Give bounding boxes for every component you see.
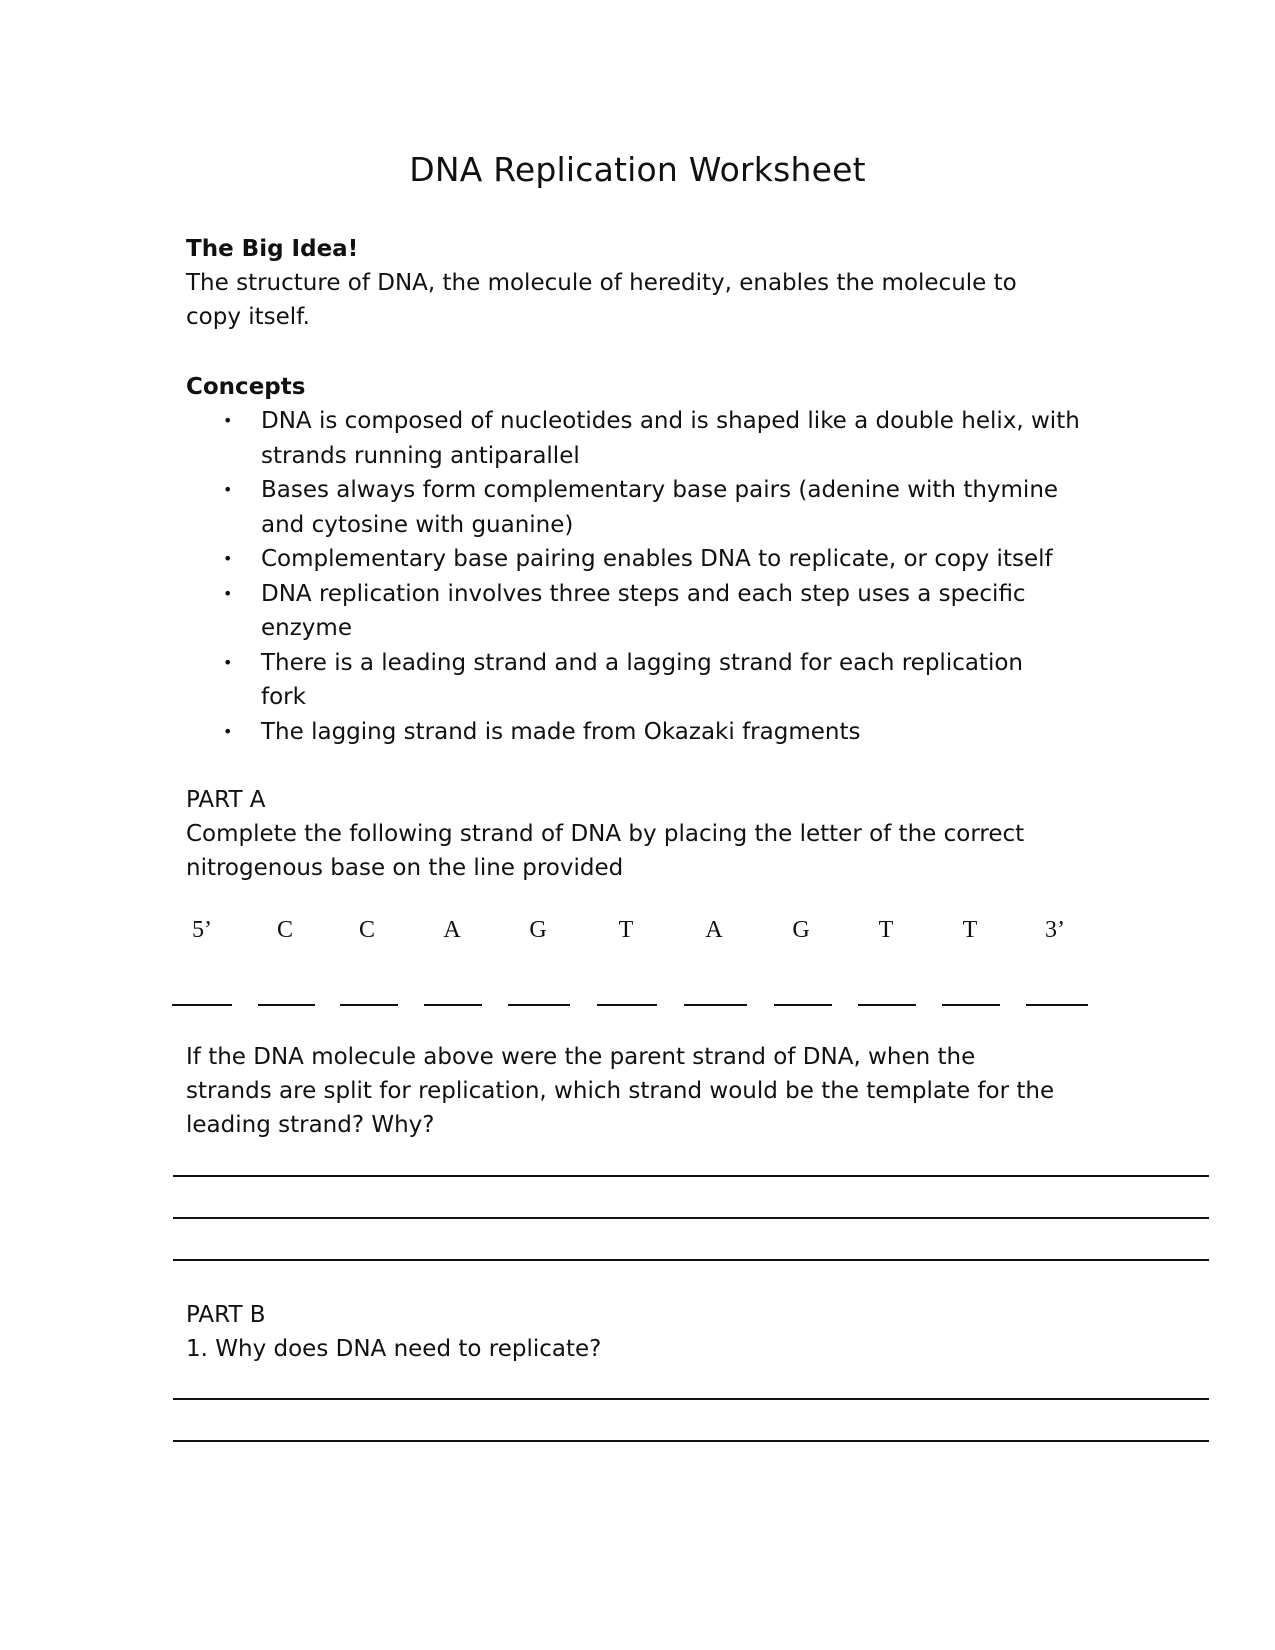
- strand-base: A: [705, 917, 723, 943]
- answer-line[interactable]: [173, 1259, 1209, 1261]
- big-idea-heading: The Big Idea!: [186, 236, 359, 262]
- base-answer-blank[interactable]: [172, 1004, 232, 1006]
- concept-text-line-1: Complementary base pairing enables DNA to replicate, or copy itself: [261, 546, 1053, 572]
- strand-base: G: [792, 917, 810, 943]
- strand-base: G: [529, 917, 547, 943]
- concept-item: [186, 715, 1086, 750]
- base-answer-blank[interactable]: [858, 1004, 916, 1006]
- concepts-section: [186, 370, 1086, 749]
- bullet-icon: •: [223, 411, 233, 430]
- strand-base: C: [276, 917, 293, 943]
- part-b-question-1: 1. Why does DNA need to replicate?: [186, 1336, 602, 1362]
- part-a-heading: PART A: [186, 787, 266, 813]
- answer-line[interactable]: [173, 1175, 1209, 1177]
- concept-item: [186, 404, 1086, 473]
- concept-text-line-1: The lagging strand is made from Okazaki fragments: [261, 718, 861, 745]
- strand-base: 3’: [1045, 917, 1065, 943]
- big-idea-text-line-1: The structure of DNA, the molecule of heredity, enables the molecule to: [186, 270, 1017, 296]
- concept-item: [186, 542, 1086, 577]
- part-a-question-line-1: If the DNA molecule above were the parent strand of DNA, when the: [186, 1044, 976, 1070]
- answer-line[interactable]: [173, 1217, 1209, 1219]
- part-b-section: [186, 1298, 1086, 1366]
- answer-line[interactable]: [173, 1398, 1209, 1400]
- strand-base: A: [443, 917, 461, 943]
- concept-item: [186, 646, 1086, 715]
- dna-strand-sequence: [0, 917, 1275, 957]
- bullet-icon: •: [223, 721, 233, 741]
- big-idea-section: [186, 232, 1086, 334]
- base-answer-blank[interactable]: [1026, 1004, 1088, 1006]
- concept-text-line-1: DNA replication involves three steps and each step uses a specific: [261, 580, 1026, 607]
- part-a-question: [186, 1040, 1086, 1142]
- base-answer-blank[interactable]: [942, 1004, 1000, 1006]
- bullet-icon: •: [223, 652, 233, 672]
- strand-base: 5’: [192, 917, 212, 943]
- bullet-icon: •: [223, 583, 233, 603]
- part-a-section: [186, 783, 1086, 885]
- concept-text-line-2: enzyme: [261, 615, 352, 641]
- base-answer-blank[interactable]: [508, 1004, 570, 1006]
- bullet-icon: •: [223, 549, 233, 568]
- base-answer-blank[interactable]: [424, 1004, 482, 1006]
- strand-base: T: [962, 917, 978, 943]
- part-a-instruction-line-1: Complete the following strand of DNA by placing the letter of the correct: [186, 821, 1025, 847]
- part-a-question-line-3: leading strand? Why?: [186, 1112, 435, 1138]
- base-answer-blank[interactable]: [684, 1004, 747, 1006]
- base-answer-blank[interactable]: [774, 1004, 832, 1006]
- concept-text-line-2: strands running antiparallel: [261, 442, 580, 469]
- concept-text-line-2: and cytosine with guanine): [261, 511, 574, 538]
- big-idea-text-line-2: copy itself.: [186, 304, 310, 330]
- answer-line[interactable]: [173, 1440, 1209, 1442]
- part-b-heading: PART B: [186, 1302, 266, 1328]
- base-answer-blank[interactable]: [340, 1004, 398, 1006]
- concept-text-line-1: DNA is composed of nucleotides and is shaped like a double helix, with: [261, 408, 1080, 434]
- concept-item: [186, 473, 1086, 542]
- concept-text-line-1: There is a leading strand and a lagging strand for each replication: [261, 649, 1024, 676]
- base-answer-blank[interactable]: [597, 1004, 657, 1006]
- bullet-icon: •: [223, 480, 233, 499]
- strand-base: C: [358, 917, 375, 943]
- base-answer-blank[interactable]: [258, 1004, 315, 1006]
- concepts-list: [186, 404, 1086, 749]
- part-a-instruction-line-2: nitrogenous base on the line provided: [186, 855, 624, 881]
- concept-text-line-1: Bases always form complementary base pairs (adenine with thymine: [261, 477, 1059, 503]
- strand-base: T: [618, 917, 634, 943]
- concepts-heading: Concepts: [186, 374, 306, 400]
- part-a-question-line-2: strands are split for replication, which strand would be the template for the: [186, 1078, 1055, 1104]
- concept-item: [186, 577, 1086, 646]
- strand-base: T: [878, 917, 894, 943]
- concept-text-line-2: fork: [261, 684, 306, 710]
- page-title: DNA Replication Worksheet: [409, 150, 866, 189]
